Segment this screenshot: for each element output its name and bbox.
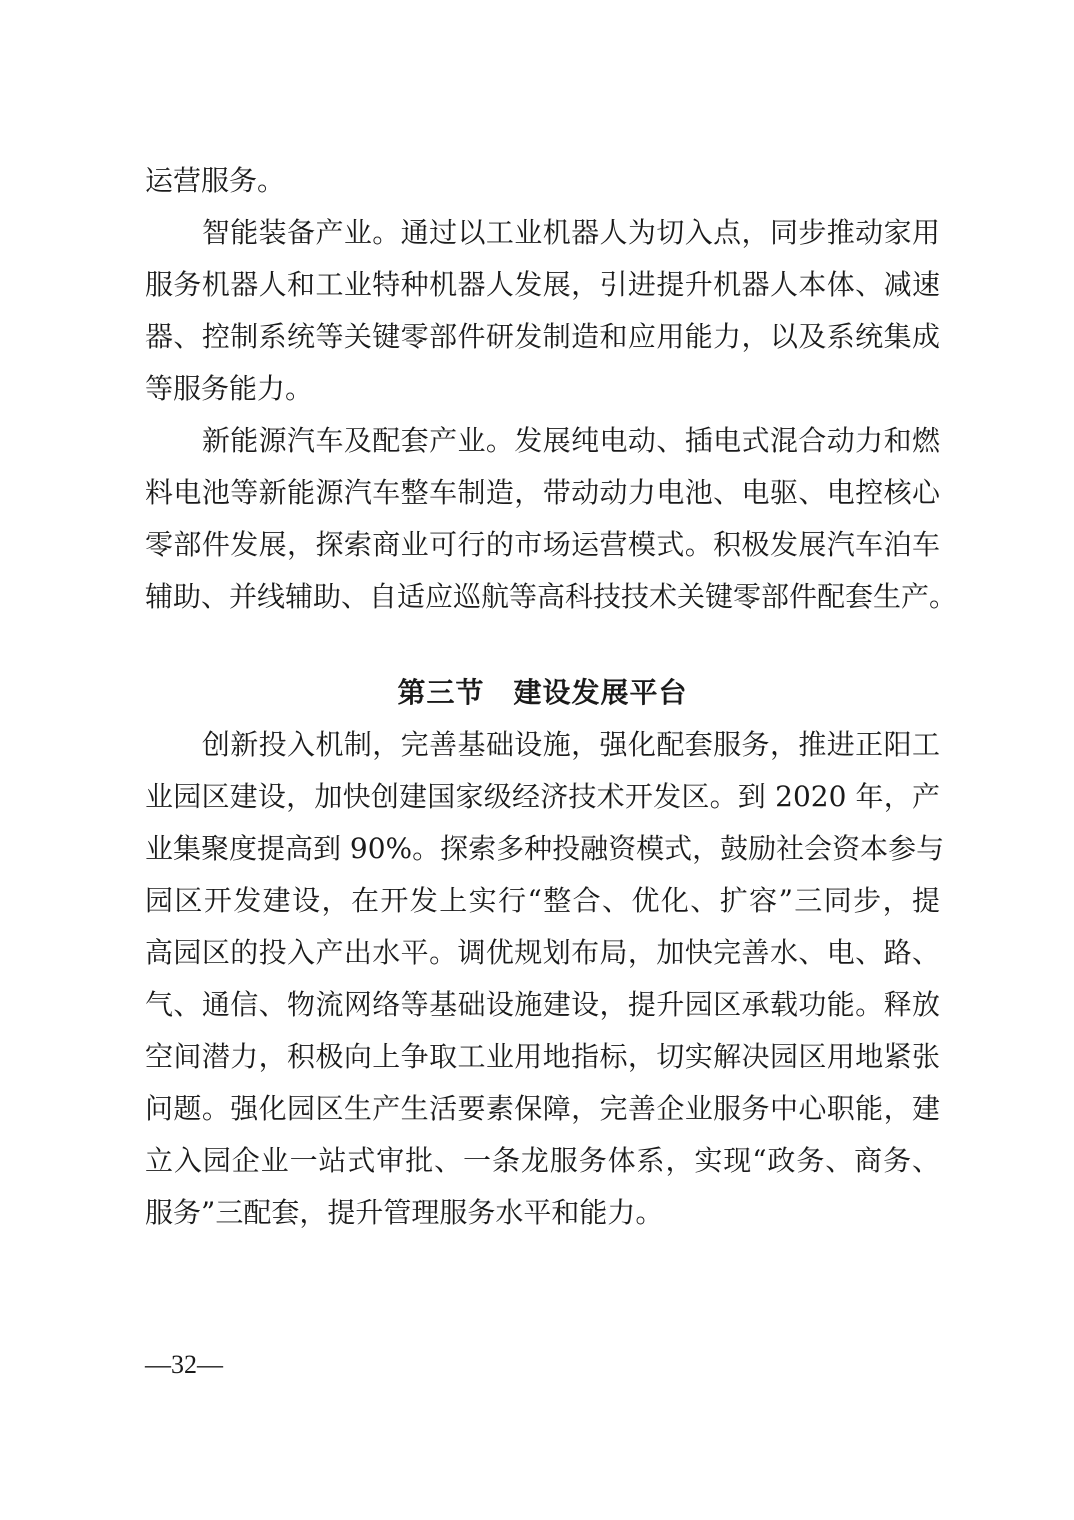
text-line: 等服务能力。 — [145, 372, 314, 405]
paragraph-3 — [145, 415, 958, 623]
text-line: 智能装备产业。通过以工业机器人为切入点，同步推动家用 — [145, 216, 940, 249]
text-line: 器、控制系统等关键零部件研发制造和应用能力，以及系统集成 — [145, 320, 940, 353]
text-line: 立入园企业一站式审批、一条龙服务体系，实现“政务、商务、 — [145, 1144, 940, 1177]
section-heading: 第三节 建设发展平台 — [397, 676, 688, 709]
document-page — [145, 155, 958, 1239]
text-line: 高园区的投入产出水平。调优规划布局，加快完善水、电、路、 — [145, 936, 940, 969]
text-line: 运营服务。 — [145, 164, 286, 197]
text-line: 园区开发建设，在开发上实行“整合、优化、扩容”三同步，提 — [145, 884, 940, 917]
text-line: 问题。强化园区生产生活要素保障，完善企业服务中心职能，建 — [145, 1092, 940, 1125]
text-line: 零部件发展，探索商业可行的市场运营模式。积极发展汽车泊车 — [145, 528, 940, 561]
text-line: 业集聚度提高到 90%。探索多种投融资模式，鼓励社会资本参与 — [145, 832, 945, 865]
text-line: 辅助、并线辅助、自适应巡航等高科技技术关键零部件配套生产。 — [145, 580, 958, 613]
page-number: —32— — [145, 1350, 223, 1379]
text-line: 服务”三配套，提升管理服务水平和能力。 — [145, 1196, 664, 1229]
paragraph-4 — [145, 719, 945, 1239]
text-line: 料电池等新能源汽车整车制造，带动动力电池、电驱、电控核心 — [145, 476, 940, 509]
text-line: 空间潜力，积极向上争取工业用地指标，切实解决园区用地紧张 — [145, 1040, 940, 1073]
paragraph-1 — [145, 155, 940, 207]
text-line: 业园区建设，加快创建国家级经济技术开发区。到 2020 年，产 — [145, 780, 940, 813]
text-line: 新能源汽车及配套产业。发展纯电动、插电式混合动力和燃 — [145, 424, 940, 457]
paragraph-2 — [145, 207, 940, 415]
text-line: 服务机器人和工业特种机器人发展，引进提升机器人本体、减速 — [145, 268, 940, 301]
text-line: 气、通信、物流网络等基础设施建设，提升园区承载功能。释放 — [145, 988, 940, 1021]
text-line: 创新投入机制，完善基础设施，强化配套服务，推进正阳工 — [145, 728, 940, 761]
